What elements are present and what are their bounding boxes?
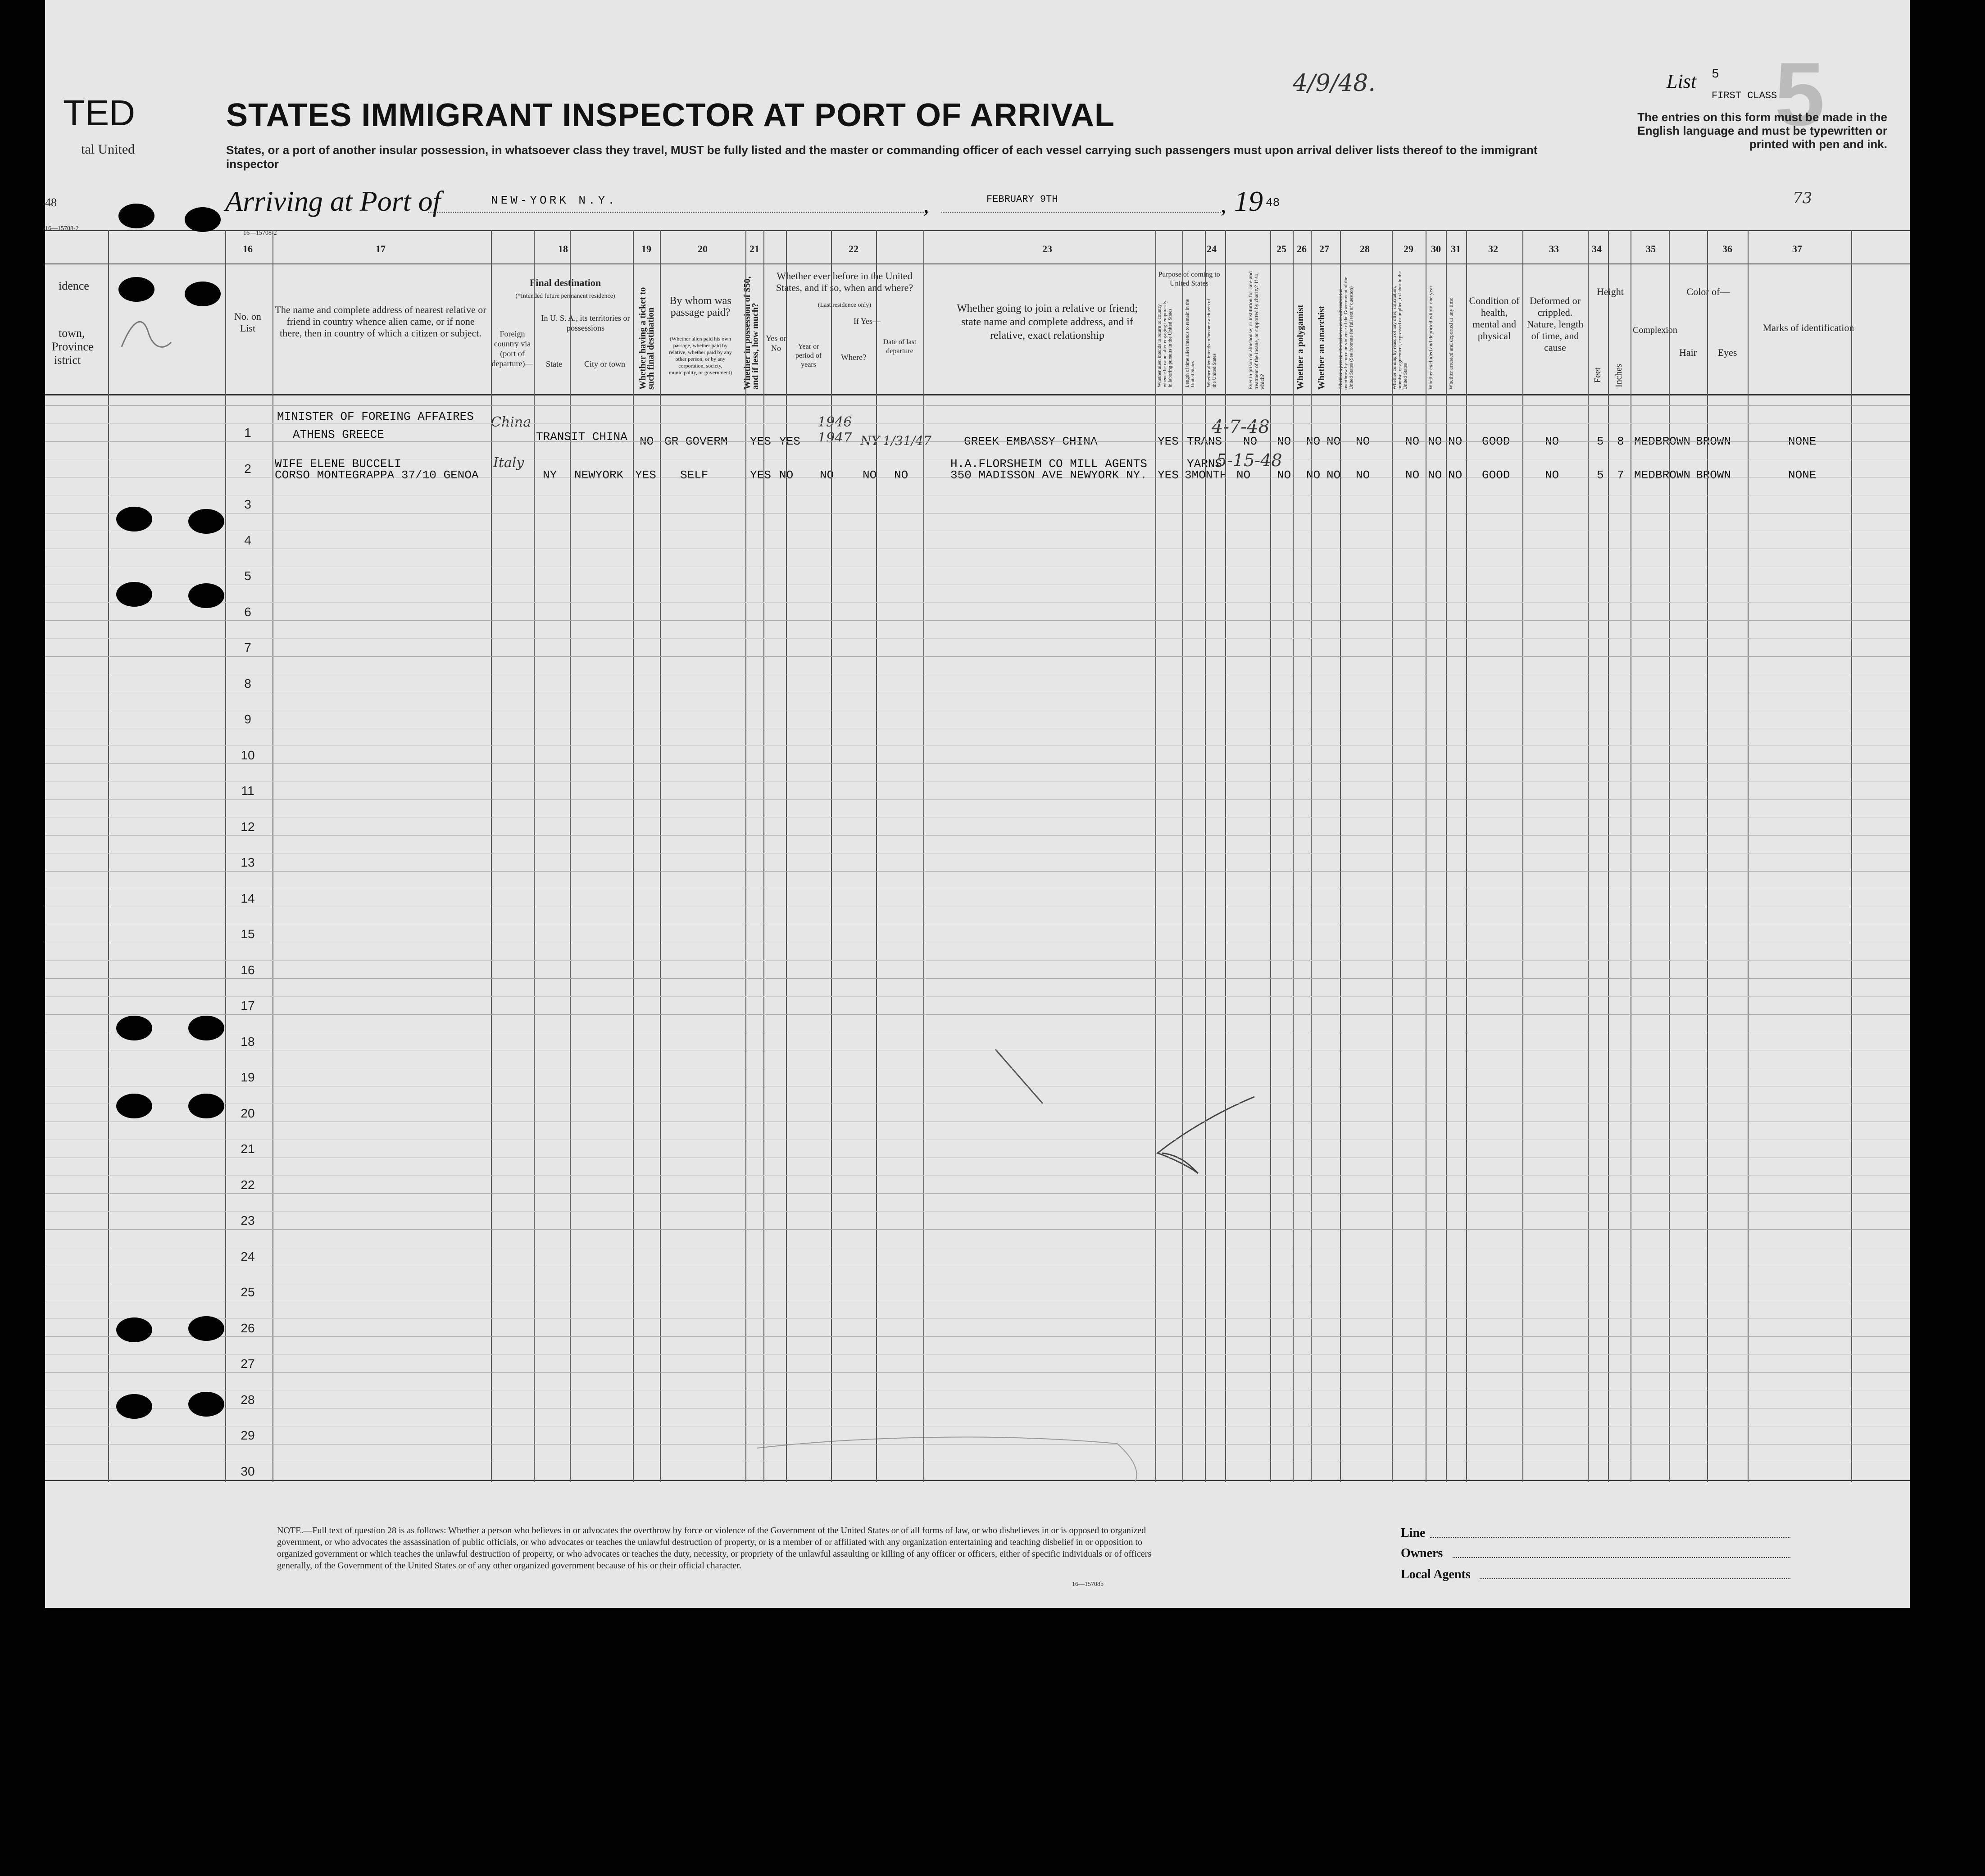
row2-complexion: MED <box>1634 468 1655 482</box>
list-label: List <box>1667 70 1697 92</box>
row2-relative-line1: WIFE ELENE BUCCELI <box>275 457 401 471</box>
row1-hand-note: 4-7-48 <box>1212 417 1270 437</box>
row-number: 3 <box>244 497 251 511</box>
arrival-date: FEBRUARY 9TH <box>986 194 1058 205</box>
column-line <box>1270 230 1271 1482</box>
column-line <box>1155 230 1156 1482</box>
header-col-36: Color of— <box>1686 286 1730 297</box>
row1-foreign-hand: China <box>491 414 531 430</box>
header-col-33: Deformed or crippled. Nature, length of time, and cause <box>1526 295 1584 353</box>
row2-c26: NO <box>1306 468 1321 482</box>
row-number: 23 <box>241 1213 255 1227</box>
row1-before: YES <box>779 435 800 448</box>
row1-deformed: NO <box>1545 435 1559 448</box>
row1-date-dep: 1/31/47 <box>883 433 931 448</box>
row2-state: NY <box>543 468 557 482</box>
column-line <box>1588 230 1589 1482</box>
row-number: 19 <box>241 1070 255 1084</box>
row1-c27: NO <box>1326 435 1341 448</box>
column-line <box>786 230 787 1482</box>
form-code-left: 16—15708-2 <box>45 225 79 232</box>
row-half-line <box>45 853 1910 854</box>
row1-relative-line2: ATHENS GREECE <box>293 428 384 441</box>
line-field <box>1430 1537 1790 1538</box>
row-half-line <box>45 1318 1910 1319</box>
year-prefix: 19 <box>1234 185 1263 217</box>
row-number: 5 <box>244 569 251 583</box>
header-col-30: Whether excluded and deported within one year <box>1427 286 1434 390</box>
page-title: STATES IMMIGRANT INSPECTOR AT PORT OF ARRIVAL <box>226 97 1115 133</box>
column-line <box>660 230 661 1482</box>
arriving-label: Arriving at Port of <box>225 185 441 217</box>
row-number: 25 <box>241 1285 255 1299</box>
row2-c25: NO <box>1277 468 1291 482</box>
header-col-22-date: Date of last departure <box>883 338 917 355</box>
punch-hole <box>116 1394 152 1419</box>
header-col-22-yesno: Yes or No <box>766 334 786 353</box>
row1-purpose-a: YES <box>1158 435 1179 448</box>
row-number: 9 <box>244 712 251 726</box>
row-line <box>45 1014 1910 1015</box>
row-half-line <box>45 745 1910 746</box>
row-half-line <box>45 1354 1910 1355</box>
header-col-24b: Length of time alien intends to remain in the United States <box>1185 299 1195 387</box>
column-line <box>1446 230 1447 1482</box>
row-line <box>45 441 1910 442</box>
header-col-31: Whether arrested and deported at any time <box>1448 298 1454 390</box>
row-number: 16 <box>241 963 255 977</box>
row2-c28: NO <box>1356 468 1370 482</box>
header-col-23: Whether going to join a relative or friend; state name and complete address, and if relative, exact relationship <box>957 303 1138 341</box>
row1-joining: GREEK EMBASSY CHINA <box>964 435 1098 448</box>
column-line <box>1225 230 1226 1482</box>
left-page-fragment: TED <box>63 93 135 133</box>
header-col-19: Whether having a ticket to such final destination <box>638 287 656 390</box>
row2-where: NO <box>863 468 877 482</box>
header-col-36-eyes: Eyes <box>1717 347 1737 358</box>
row2-health: GOOD <box>1482 468 1510 482</box>
comma-sep-2: , <box>1221 192 1226 217</box>
row1-years1: 1946 <box>818 414 852 430</box>
header-col-18-sub: (*Intended future permanent residence) <box>515 293 615 300</box>
row-half-line <box>45 423 1910 424</box>
owners-field <box>1453 1557 1790 1558</box>
page-subtitle: States, or a port of another insular possession, in whatsoever class they travel, MUST be fully listed and the master or commanding officer of each vessel carrying such passengers must upon arrival deliver lists thereof to the immigrant inspector <box>226 143 1538 171</box>
header-col-18-city: City or town <box>584 359 625 368</box>
column-number: 31 <box>1451 243 1461 254</box>
form-code: 16—15708-2 <box>243 230 277 236</box>
row1-purpose-c: NO <box>1243 435 1258 448</box>
row2-ticket: YES <box>635 468 656 482</box>
column-number: 22 <box>849 243 859 254</box>
footer-form-code: 16—15708b <box>1072 1581 1104 1588</box>
column-line <box>876 230 877 1482</box>
column-number: 34 <box>1592 243 1602 254</box>
port-of-arrival: NEW-YORK N.Y. <box>491 194 618 207</box>
row-half-line <box>45 602 1910 603</box>
row1-c30: NO <box>1428 435 1442 448</box>
row1-health: GOOD <box>1482 435 1510 448</box>
column-line <box>534 230 535 1482</box>
row-line <box>45 871 1910 872</box>
header-col-22-sub: (Last residence only) <box>818 302 872 309</box>
row-number: 4 <box>244 533 251 547</box>
column-number: 20 <box>698 243 708 254</box>
line-label: Line <box>1401 1526 1426 1540</box>
row-number: 20 <box>241 1106 255 1120</box>
header-col-37: Marks of identification <box>1762 322 1854 333</box>
row1-paid-by: GR GOVERM <box>664 435 728 448</box>
header-col-34-feet: Feet <box>1593 367 1603 383</box>
form-instructions: The entries on this form must be made in the English language and must be typewritten or printed with pen and ink. <box>1637 110 1887 151</box>
big-list-number: 5 <box>1775 44 1825 145</box>
punch-hole <box>116 1016 152 1040</box>
row1-relative-line1: MINISTER OF FOREING AFFAIRES <box>277 410 474 423</box>
row2-years: NO <box>820 468 834 482</box>
row-number: 17 <box>241 999 255 1013</box>
local-agents-field <box>1480 1578 1790 1579</box>
column-line <box>923 230 924 1482</box>
punch-hole <box>188 1094 224 1118</box>
header-col-25: Ever in prison or almshouse, or institution for care and treatment of the insane, or supported by charity? If so, which? <box>1247 271 1265 390</box>
row1-state: TRANSIT CHINA <box>536 430 627 444</box>
column-line <box>1748 230 1749 1482</box>
row2-joining-line1: H.A.FLORSHEIM CO MILL AGENTS <box>950 457 1147 471</box>
row2-paid-by: SELF <box>680 468 709 482</box>
column-line <box>108 230 109 1482</box>
row-line <box>45 799 1910 800</box>
row-number: 10 <box>241 748 255 762</box>
column-number: 28 <box>1360 243 1370 254</box>
row2-eyes: BROWN <box>1696 468 1731 482</box>
row-half-line <box>45 638 1910 639</box>
punch-hole <box>188 509 224 534</box>
row-half-line <box>45 817 1910 818</box>
row1-eyes: BROWN <box>1696 435 1731 448</box>
row2-purpose-c: NO <box>1236 468 1251 482</box>
column-line <box>1182 230 1183 1482</box>
row-number: 22 <box>241 1177 255 1192</box>
handwritten-date: 4/9/48. <box>1293 70 1376 97</box>
row1-feet: 5 <box>1597 435 1604 448</box>
header-col-18-foreign: Foreign country via (port of departure)— <box>491 329 533 368</box>
column-line <box>570 230 571 1482</box>
row-line <box>45 763 1910 764</box>
header-col-29: Whether coming by reason of any offer, solicitation, promise, or agreement, expressed or implied, to labor in the United States <box>1392 271 1408 390</box>
row2-deformed: NO <box>1545 468 1559 482</box>
header-col-34: Height <box>1597 286 1624 297</box>
sheet-number: 73 <box>1793 189 1812 207</box>
row2-fifty: YES <box>750 468 771 482</box>
punch-hole <box>188 1016 224 1040</box>
comma-sep: , <box>923 192 929 217</box>
row1-ticket: NO <box>640 435 654 448</box>
punch-hole <box>185 207 221 232</box>
row1-where: NY <box>860 433 880 448</box>
row1-complexion: MED <box>1634 435 1655 448</box>
column-number: 16 <box>243 243 253 254</box>
list-number: 5 <box>1712 68 1719 82</box>
row-number: 8 <box>244 676 251 690</box>
left-province-label: Province <box>52 340 94 353</box>
row1-purpose-b: TRANS <box>1187 435 1222 448</box>
row-line <box>45 405 1910 406</box>
row-half-line <box>45 781 1910 782</box>
column-line <box>1522 230 1523 1482</box>
row2-purpose-a: YES <box>1158 468 1179 482</box>
row-number: 12 <box>241 819 255 834</box>
row-number: 2 <box>244 461 251 476</box>
row-number: 7 <box>244 640 251 654</box>
column-line <box>1293 230 1294 1482</box>
column-number: 23 <box>1042 243 1052 254</box>
header-col-18-usa: In U. S. A., its territories or possessions <box>541 313 630 332</box>
row2-c29: NO <box>1405 468 1420 482</box>
punch-hole <box>185 282 221 306</box>
column-line <box>633 230 634 1482</box>
class-label: FIRST CLASS <box>1712 90 1777 101</box>
header-col-21: Whether in possession of $50, and if less, how much? <box>742 276 760 390</box>
row-number: 27 <box>241 1357 255 1371</box>
column-line <box>1707 230 1708 1482</box>
row-line <box>45 1193 1910 1194</box>
row-number: 1 <box>244 426 251 440</box>
row2-relative-line2: CORSO MONTEGRAPPA 37/10 GENOA <box>275 468 479 482</box>
header-col-24: Purpose of coming to United States <box>1158 271 1220 287</box>
left-town-label: town, <box>59 327 85 340</box>
row2-marks: NONE <box>1788 468 1817 482</box>
row2-date-dep: NO <box>894 468 908 482</box>
row2-purpose-yarns: YARNS <box>1187 457 1222 471</box>
header-col-22-years: Year or period of years <box>795 343 822 368</box>
column-number: 19 <box>641 243 651 254</box>
row-number: 28 <box>241 1392 255 1407</box>
column-number: 29 <box>1404 243 1413 254</box>
row-half-line <box>45 960 1910 961</box>
header-col-36-hair: Hair <box>1679 347 1697 358</box>
column-line <box>1851 230 1852 1482</box>
left-district-label: istrict <box>54 354 81 367</box>
header-col-18: Final destination <box>529 277 601 288</box>
row1-c25: NO <box>1277 435 1291 448</box>
row-number: 13 <box>241 855 255 869</box>
footnote: NOTE.—Full text of question 28 is as follows: Whether a person who believes in or advocates the overthrow by force or violence of the Government of the United States or of all forms of law, or who disbelieves in or is opposed to organized government, or who advocates the assassination of public officials, or who advocates or teaches the unlawful destruction of property, or is a member of or affiliated with any organization entertaining and teaching disbelief in or opposition to organized government or which teaches the unlawful destruction of property, or who advocates or teaches the duty, necessity, or propriety of the unlawful assaulting or killing of any officer or officers, either of specific individuals or of officers generally, of the Government of the United States or of any other organized government because of his or their official character. <box>277 1526 1152 1571</box>
row-line <box>45 1336 1910 1337</box>
row2-city: NEWYORK <box>574 468 624 482</box>
row1-hair: BROWN <box>1655 435 1691 448</box>
punch-hole <box>188 1392 224 1417</box>
column-line <box>491 230 492 1482</box>
header-col-24c: Whether alien intends to become a citizen of the United States <box>1206 299 1217 387</box>
column-number: 30 <box>1431 243 1441 254</box>
punch-hole <box>116 1094 152 1118</box>
column-line <box>1205 230 1206 1482</box>
punch-hole <box>118 204 154 228</box>
row1-marks: NONE <box>1788 435 1817 448</box>
column-line <box>831 230 832 1482</box>
pen-marks <box>45 0 1910 1608</box>
punch-hole <box>188 1316 224 1341</box>
header-col-34-inches: Inches <box>1614 363 1624 387</box>
column-line <box>745 230 746 1482</box>
header-col-20-sub: (Whether alien paid his own passage, whether paid by relative, whether paid by any other person, or by any corporation, society, municipality, or government) <box>668 336 732 376</box>
row-half-line <box>45 996 1910 997</box>
row2-inches: 7 <box>1617 468 1624 482</box>
column-number: 37 <box>1792 243 1802 254</box>
column-line <box>1311 230 1312 1482</box>
row1-c26: NO <box>1306 435 1321 448</box>
row-number: 29 <box>241 1428 255 1442</box>
column-number: 24 <box>1207 243 1217 254</box>
row2-hair: BROWN <box>1655 468 1691 482</box>
row1-fifty: YES <box>750 435 771 448</box>
column-line <box>1669 230 1670 1482</box>
left-residence-label: idence <box>59 279 89 292</box>
row2-purpose-b: 3MONTH <box>1185 468 1227 482</box>
row-line <box>45 978 1910 979</box>
row2-c27: NO <box>1326 468 1341 482</box>
row-number: 6 <box>244 604 251 619</box>
row-number: 26 <box>241 1321 255 1335</box>
column-number: 35 <box>1646 243 1656 254</box>
column-number: 21 <box>749 243 759 254</box>
row2-before: NO <box>779 468 794 482</box>
row2-c31: NO <box>1448 468 1463 482</box>
column-number: 33 <box>1549 243 1559 254</box>
column-line <box>1608 230 1609 1482</box>
row-line <box>45 656 1910 657</box>
row-number: 14 <box>241 891 255 905</box>
row-number: 18 <box>241 1034 255 1049</box>
column-number: 26 <box>1297 243 1307 254</box>
punch-hole <box>116 507 152 531</box>
left-page-number: 48 <box>45 196 57 209</box>
column-line <box>225 230 226 1482</box>
row1-c29: NO <box>1405 435 1420 448</box>
row-number: 24 <box>241 1249 255 1263</box>
row2-feet: 5 <box>1597 468 1604 482</box>
header-col-20: By whom was passage paid? <box>669 295 731 318</box>
punch-hole <box>116 582 152 607</box>
row1-inches: 8 <box>1617 435 1624 448</box>
row-line <box>45 835 1910 836</box>
punch-hole <box>118 277 154 302</box>
punch-hole <box>116 1317 152 1342</box>
column-number: 18 <box>558 243 568 254</box>
header-col-26: Whether a polygamist <box>1295 304 1305 390</box>
row-line <box>45 620 1910 621</box>
year-suffix: 48 <box>1266 196 1280 209</box>
header-col-35: Complexion <box>1633 325 1677 335</box>
local-agents-label: Local Agents <box>1401 1567 1471 1581</box>
column-number: 32 <box>1488 243 1498 254</box>
row2-c30: NO <box>1428 468 1442 482</box>
row-number: 30 <box>241 1464 255 1478</box>
column-line <box>1466 230 1467 1482</box>
row1-c31: NO <box>1448 435 1463 448</box>
column-number: 27 <box>1319 243 1329 254</box>
row-half-line <box>45 1175 1910 1176</box>
header-col-24a: Whether alien intends to return to country whence he came after engaging temporarily in laboring pursuits in the United States <box>1157 300 1173 387</box>
header-col-32: Condition of health, mental and physical <box>1469 295 1520 341</box>
column-line <box>763 230 764 1482</box>
row-number: 15 <box>241 927 255 941</box>
row2-joining-line2: 350 MADISSON AVE NEWYORK NY. <box>950 468 1147 482</box>
header-col-27: Whether an anarchist <box>1317 306 1326 390</box>
row-number: 11 <box>241 784 254 798</box>
manifest-sheet <box>45 0 1910 1608</box>
left-page-fragment-sub: tal United <box>81 142 135 157</box>
row-half-line <box>45 1211 1910 1212</box>
column-number: 17 <box>376 243 386 254</box>
row2-hand-note: 5-15-48 <box>1216 450 1282 470</box>
row-line <box>45 1229 1910 1230</box>
row1-c28: NO <box>1356 435 1370 448</box>
column-line <box>1392 230 1393 1482</box>
row-line <box>45 1372 1910 1373</box>
header-col-28: Whether a person who believes in or advocates the overthrow by force or violence of the Government of the United States (See footnote for full text of question) <box>1338 277 1354 390</box>
header-col-22: Whether ever before in the United States, and if so, when and where? <box>776 270 913 293</box>
header-col-17: The name and complete address of nearest relative or friend in country whence alien came, or if none there, then in country of which a citizen or subject. <box>275 304 486 339</box>
column-number: 25 <box>1276 243 1286 254</box>
row-number: 21 <box>241 1142 255 1156</box>
header-no-on-list: No. on List <box>234 311 261 334</box>
header-col-22-where: Where? <box>841 353 866 362</box>
column-number: 36 <box>1722 243 1732 254</box>
column-line <box>1340 230 1341 1482</box>
punch-hole <box>188 583 224 608</box>
row2-foreign-hand: Italy <box>493 455 524 471</box>
header-col-22-ifyes: If Yes— <box>853 317 881 326</box>
header-col-18-state: State <box>546 359 562 368</box>
owners-label: Owners <box>1401 1546 1443 1560</box>
row1-years2: 1947 <box>818 430 852 446</box>
